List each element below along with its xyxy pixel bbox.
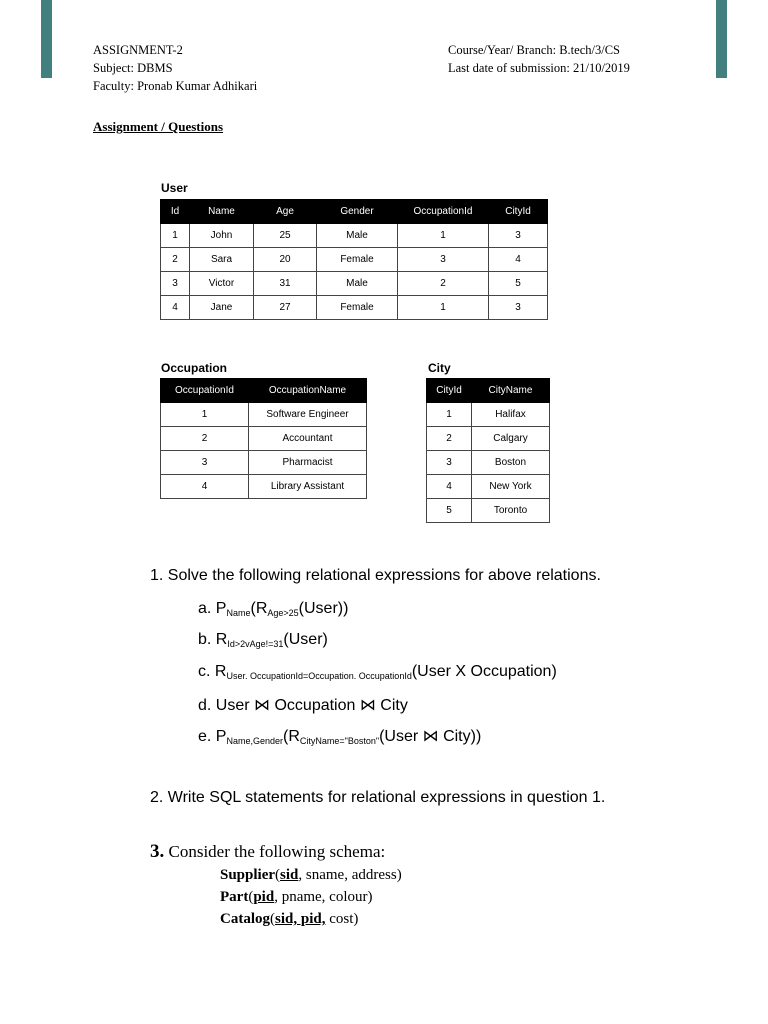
column-header: CityId bbox=[489, 200, 548, 224]
table-cell: 3 bbox=[489, 296, 548, 320]
table-cell: Female bbox=[317, 248, 398, 272]
user-table bbox=[160, 199, 548, 320]
submission-date: Last date of submission: 21/10/2019 bbox=[448, 61, 630, 75]
table-cell: Halifax bbox=[472, 403, 550, 427]
table-cell: John bbox=[190, 224, 254, 248]
table-cell: 3 bbox=[427, 451, 472, 475]
question-1a: a. $P_{Name}(R_{Age>25}(User))$ bbox=[198, 600, 349, 618]
table-row bbox=[427, 427, 550, 451]
column-header: CityName bbox=[472, 379, 550, 403]
table-cell: 4 bbox=[489, 248, 548, 272]
occupation-table bbox=[160, 378, 367, 499]
table-row bbox=[161, 475, 367, 499]
faculty: Faculty: Pronab Kumar Adhikari bbox=[93, 79, 258, 93]
column-header: Age bbox=[254, 200, 317, 224]
table-row bbox=[161, 272, 548, 296]
table-row bbox=[427, 475, 550, 499]
table-cell: Boston bbox=[472, 451, 550, 475]
header-left bbox=[93, 41, 257, 95]
table-cell: 3 bbox=[161, 451, 249, 475]
column-header: Id bbox=[161, 200, 190, 224]
table-cell: Library Assistant bbox=[249, 475, 367, 499]
table-cell: 27 bbox=[254, 296, 317, 320]
left-decorative-bar bbox=[41, 0, 52, 78]
table-cell: 2 bbox=[427, 427, 472, 451]
column-header: OccupationId bbox=[398, 200, 489, 224]
table-cell: Calgary bbox=[472, 427, 550, 451]
table-cell: 4 bbox=[161, 475, 249, 499]
table-cell: 3 bbox=[161, 272, 190, 296]
table-cell: 25 bbox=[254, 224, 317, 248]
question-2: 2. Write SQL statements for relational expressions in question 1. bbox=[150, 789, 606, 806]
table-cell: 5 bbox=[427, 499, 472, 523]
table-cell: 5 bbox=[489, 272, 548, 296]
header-right bbox=[448, 41, 630, 77]
subject: Subject: DBMS bbox=[93, 61, 173, 75]
city-table bbox=[426, 378, 550, 523]
table-cell: Victor bbox=[190, 272, 254, 296]
column-header: OccupationName bbox=[249, 379, 367, 403]
table-row bbox=[161, 296, 548, 320]
assignment-number: ASSIGNMENT-2 bbox=[93, 43, 183, 57]
question-1d: d. User ⋈ Occupation ⋈ City bbox=[198, 697, 408, 714]
column-header: Name bbox=[190, 200, 254, 224]
column-header: OccupationId bbox=[161, 379, 249, 403]
table-cell: Male bbox=[317, 224, 398, 248]
table-row bbox=[161, 427, 367, 451]
table-cell: New York bbox=[472, 475, 550, 499]
table-cell: 1 bbox=[398, 224, 489, 248]
question-3: 3. Consider the following schema: bbox=[150, 841, 386, 862]
table-cell: 2 bbox=[161, 248, 190, 272]
section-title: Assignment / Questions bbox=[93, 119, 224, 134]
table-row bbox=[161, 403, 367, 427]
table-cell: 1 bbox=[398, 296, 489, 320]
table-row bbox=[161, 248, 548, 272]
column-header: Gender bbox=[317, 200, 398, 224]
table-cell: Male bbox=[317, 272, 398, 296]
table-cell: 2 bbox=[161, 427, 249, 451]
table-cell: Pharmacist bbox=[249, 451, 367, 475]
table-cell: 4 bbox=[161, 296, 190, 320]
table-row bbox=[161, 224, 548, 248]
table-cell: Accountant bbox=[249, 427, 367, 451]
schema-supplier: Supplier(sid, sname, address) bbox=[220, 867, 402, 883]
question-1b: b. $R_{Id>2vAge!=31}(User)$ bbox=[198, 631, 328, 649]
table-cell: 1 bbox=[161, 403, 249, 427]
table-cell: Software Engineer bbox=[249, 403, 367, 427]
user-table-caption: User bbox=[161, 181, 188, 195]
table-cell: 3 bbox=[489, 224, 548, 248]
schema-part: Part(pid, pname, colour) bbox=[220, 889, 373, 905]
table-cell: 31 bbox=[254, 272, 317, 296]
table-cell: Sara bbox=[190, 248, 254, 272]
table-cell: 20 bbox=[254, 248, 317, 272]
question-1: 1. Solve the following relational expressions for above relations. bbox=[150, 567, 601, 584]
table-cell: Jane bbox=[190, 296, 254, 320]
occupation-table-header bbox=[161, 379, 367, 403]
table-cell: 2 bbox=[398, 272, 489, 296]
table-cell: 4 bbox=[427, 475, 472, 499]
column-header: CityId bbox=[427, 379, 472, 403]
table-row bbox=[427, 499, 550, 523]
city-table-caption: City bbox=[428, 361, 451, 375]
occupation-table-caption: Occupation bbox=[161, 361, 228, 375]
table-row bbox=[161, 451, 367, 475]
table-cell: Female bbox=[317, 296, 398, 320]
city-table-header bbox=[427, 379, 550, 403]
course-info: Course/Year/ Branch: B.tech/3/CS bbox=[448, 43, 620, 57]
question-1e: e. $P_{Name,Gender}(R_{CityName="Boston"}(User$ ⋈ City)) bbox=[198, 728, 482, 746]
table-cell: Toronto bbox=[472, 499, 550, 523]
user-table-header bbox=[161, 200, 548, 224]
schema-catalog: Catalog(sid, pid, cost) bbox=[220, 911, 359, 927]
table-row bbox=[427, 451, 550, 475]
question-1c: c. $R_{User. OccupationId=Occupation. OccupationId}(User$ X Occupation) bbox=[198, 663, 557, 681]
table-cell: 1 bbox=[161, 224, 190, 248]
table-cell: 1 bbox=[427, 403, 472, 427]
right-decorative-bar bbox=[716, 0, 727, 78]
table-row bbox=[427, 403, 550, 427]
table-cell: 3 bbox=[398, 248, 489, 272]
